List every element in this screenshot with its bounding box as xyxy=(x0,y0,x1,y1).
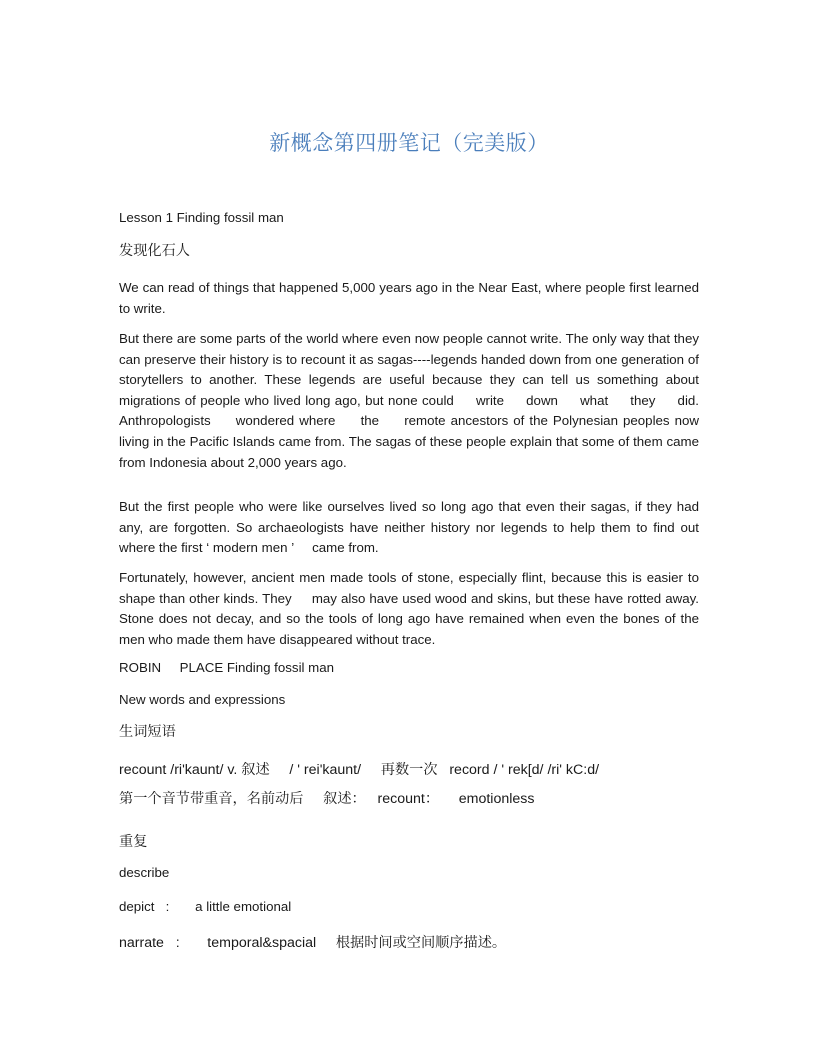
attribution-line: ROBIN PLACE Finding fossil man xyxy=(119,660,335,675)
vocab-section-heading-chinese: 生词短语 xyxy=(119,724,176,740)
vocab-line-2: 第一个音节带重音，名前动后 叙述： recount： emotionless xyxy=(119,791,535,807)
paragraph-3: But the first people who were like ourselves lived so long ago that even their sagas, if they had any, are forgotten. So archaeologists have neither history nor legends to help them to find out where the first ‘ modern men ’ came from. xyxy=(119,499,703,556)
page-title: 新概念第四册笔记（完美版） xyxy=(269,132,549,155)
vocab-section-heading: New words and expressions xyxy=(119,692,286,707)
vocab-line-1: recount /ri'kaunt/ v. 叙述 / ' rei'kaunt/ 再数一次 record / ' rek[d/ /ri' kC:d/ xyxy=(119,762,600,778)
lesson-heading: Lesson 1 Finding fossil man xyxy=(119,210,284,225)
paragraph-2: But there are some parts of the world where even now people cannot write. The only way that they can preserve their history is to recount it as sagas----legends handed down from one generation of storytellers to another. These legends are useful because they can tell us something about migrations of people who lived long ago, but none could write down what they did. Anthropologists wondered where the remote ancestors of the Polynesian peoples now living in the Pacific Islands came from. The sagas of these people explain that some of them came from Indonesia about 2,000 years ago. xyxy=(119,331,718,470)
vocab-item-describe: describe xyxy=(119,865,170,880)
vocab-item-repeat: 重复 xyxy=(119,834,148,850)
paragraph-4: Fortunately, however, ancient men made tools of stone, especially flint, because this is easier to shape than other kinds. They may also have used wood and skins, but these have rotted away. Stone does not decay, and so the tools of long ago have remained when even the bones of the men who made them have disappeared without trace. xyxy=(119,570,703,647)
vocab-item-narrate: narrate : temporal&spacial 根据时间或空间顺序描述。 xyxy=(119,935,507,951)
paragraph-1: We can read of things that happened 5,000 years ago in the Near East, where people first learned to write. xyxy=(119,280,703,316)
lesson-heading-chinese: 发现化石人 xyxy=(119,243,190,259)
vocab-item-depict: depict : a little emotional xyxy=(119,899,292,914)
